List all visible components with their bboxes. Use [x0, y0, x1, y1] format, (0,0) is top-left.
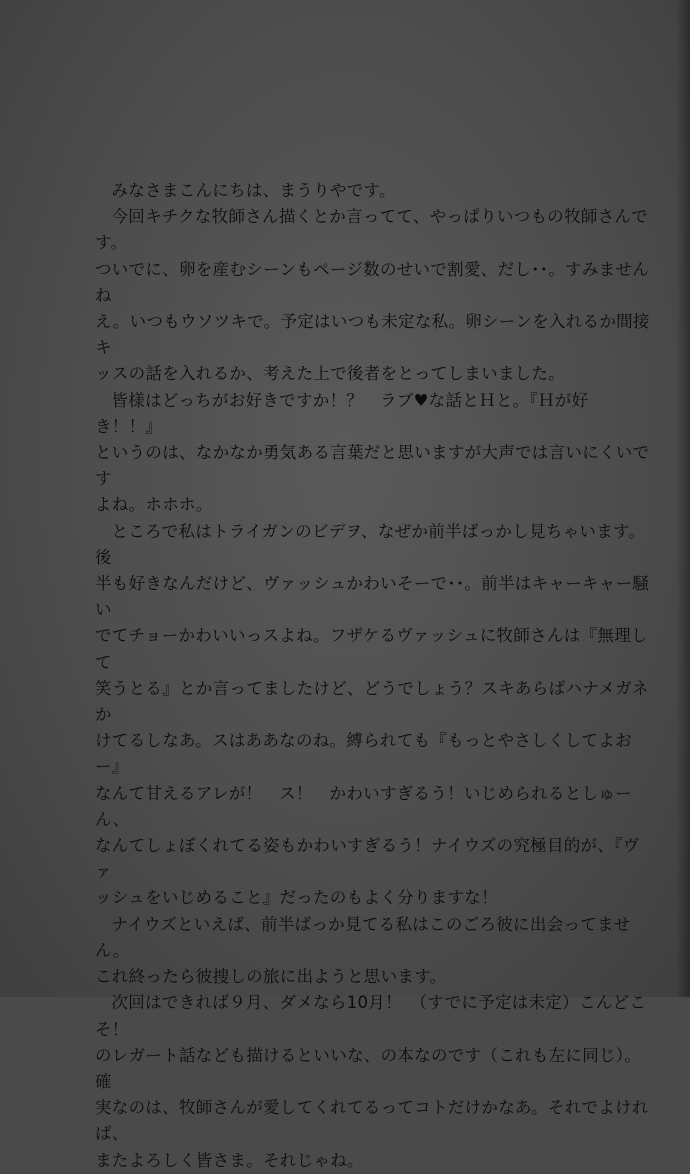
afterword-text — [95, 178, 655, 1174]
page-edge-shadow — [676, 0, 690, 997]
paragraph-next-time: 次回はできれば９月、ダメなら10月！ （すでに予定は未定）こんどこそ！ のレガート話なども描けるといいな、の本なのです（これも左に同じ）。確 実なのは、牧師さんが愛してくれてるってコトだけかなあ。それでよければ、 またよろしく皆さま。それじゃね。 — [95, 993, 649, 1170]
paragraph-question: 皆様はどっちがお好きですか！？ ラブ♥な話とＨと。『Ｈが好き！！』 というのは、なかなか勇気ある言葉だと思いますが大声では言いにくいです よね。ホホホ。 — [95, 390, 650, 515]
paragraph-knives: ナイウズといえば、前半ばっか見てる私はこのごろ彼に出会ってません。 これ終ったら彼捜しの旅に出ようと思います。 — [95, 914, 631, 987]
paragraph-trigun: ところで私はトライガンのビデヲ、なぜか前半ばっかし見ちゃいます。後 半も好きなんだけど、ヴァッシュかわいそーで･･。前半はキャーキャー騒い でてチョーかわいいっスよね。フザケるヴァッシュに牧師さんは『無理して 笑うとる』とか言ってましたけど、どうでしょう？スキあらばハナメガネか けてるしなあ。スはああなのね。縛られても『もっとやさしくしてよおー』 なんて甘えるアレが！ ス！ かわいすぎるう！いじめられるとしゅーん、 なんてしょぼくれてる姿もかわいすぎるう！ナイウズの究極目的が、『ヴァ ッシュをいじめること』だったのもよく分りますな！ — [95, 521, 650, 908]
paragraph-greeting: みなさまこんにちは、まうりやです。 — [111, 181, 396, 200]
paragraph-priest: 今回キチクな牧師さん描くとか言ってて、やっぱりいつもの牧師さんです。 ついでに、卵を産むシーンもページ数のせいで割愛、だし･･。すみませんね え。いつもウソツキで。予定はいつも未定な私。卵シーンを入れるか間接キ ッスの話を入れるか、考えた上で後者をとってしまいました。 — [95, 207, 650, 384]
